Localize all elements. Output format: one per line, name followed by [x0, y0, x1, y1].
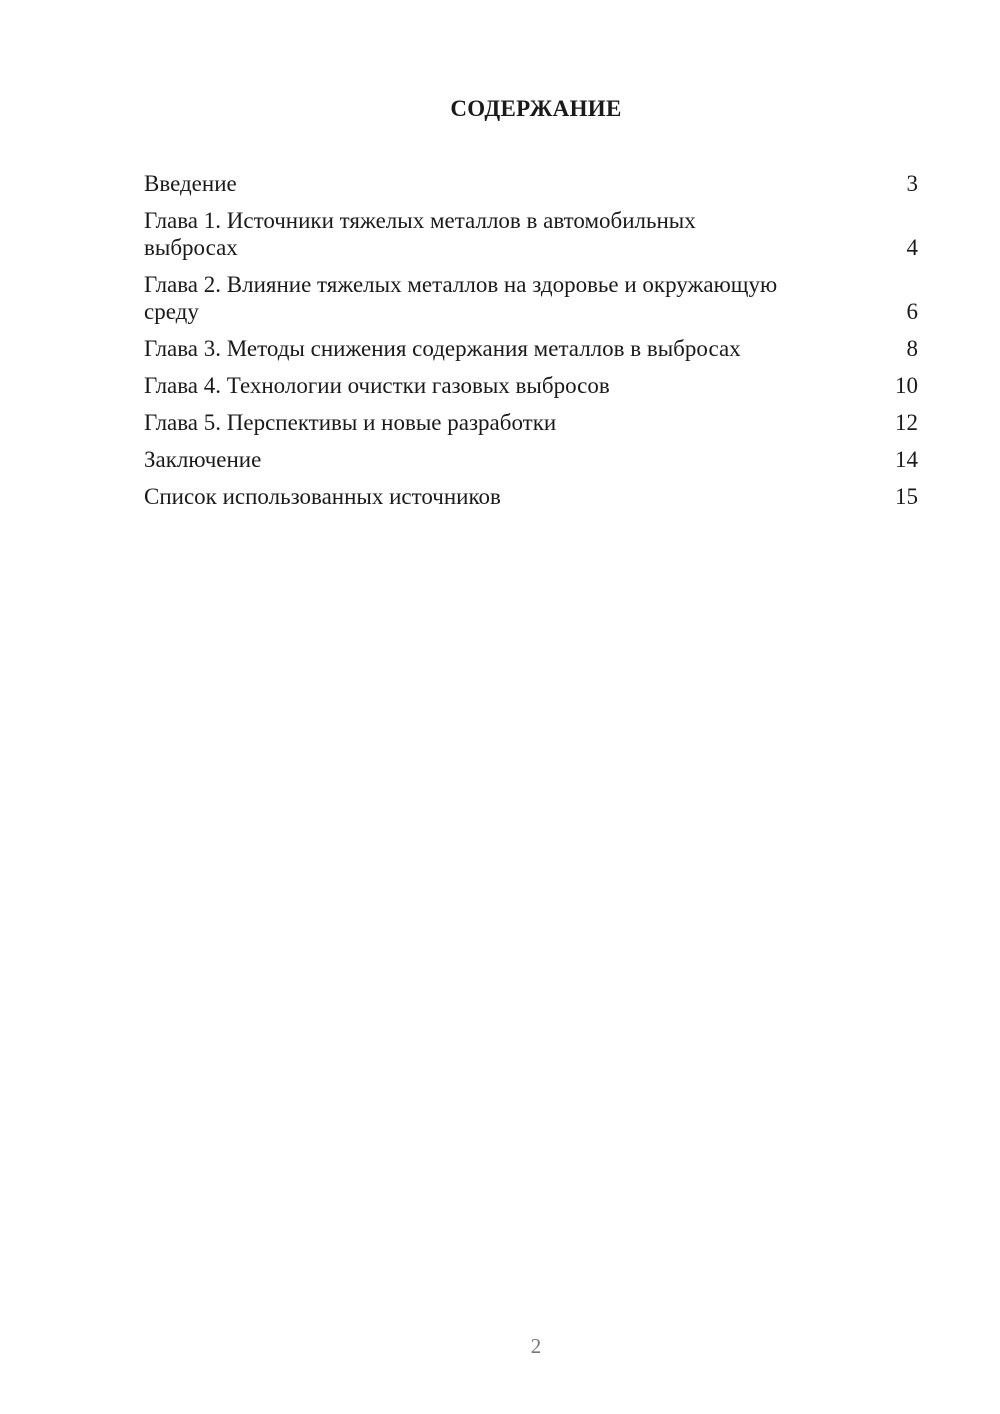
toc-title: СОДЕРЖАНИЕ: [450, 96, 622, 121]
toc-entry-chapter-1: [144, 207, 918, 261]
toc-entry-page: 14: [895, 447, 918, 472]
toc-entry-text: Заключение: [144, 447, 262, 472]
toc-entry-chapter-4: [144, 372, 918, 399]
toc-entry-text: Введение: [144, 171, 237, 196]
toc-entry-page: 15: [895, 484, 918, 509]
toc-entry-chapter-5: [144, 409, 918, 436]
toc-entry-page: 8: [906, 336, 918, 361]
toc-entry-page: 3: [906, 171, 918, 196]
toc-entry-page: 6: [906, 299, 918, 324]
toc-entry-introduction: [144, 170, 918, 197]
table-of-contents: [144, 170, 918, 520]
toc-entry-chapter-3: [144, 335, 918, 362]
toc-entry-text: Глава 1. Источники тяжелых металлов в автомобильных выбросах: [144, 208, 696, 260]
toc-entry-text: Глава 4. Технологии очистки газовых выбросов: [144, 373, 610, 398]
toc-entry-text: Список использованных источников: [144, 484, 501, 509]
toc-entry-references: [144, 483, 918, 510]
toc-entry-chapter-2: [144, 271, 918, 325]
toc-entry-text: Глава 3. Методы снижения содержания металлов в выбросах: [144, 336, 741, 361]
toc-entry-page: 4: [906, 235, 918, 260]
toc-entry-page: 10: [895, 373, 918, 398]
toc-entry-text: Глава 5. Перспективы и новые разработки: [144, 410, 557, 435]
page-number: 2: [530, 1334, 542, 1358]
toc-entry-page: 12: [895, 410, 918, 435]
toc-entry-conclusion: [144, 446, 918, 473]
toc-entry-text: Глава 2. Влияние тяжелых металлов на здоровье и окружающую среду: [144, 272, 778, 324]
